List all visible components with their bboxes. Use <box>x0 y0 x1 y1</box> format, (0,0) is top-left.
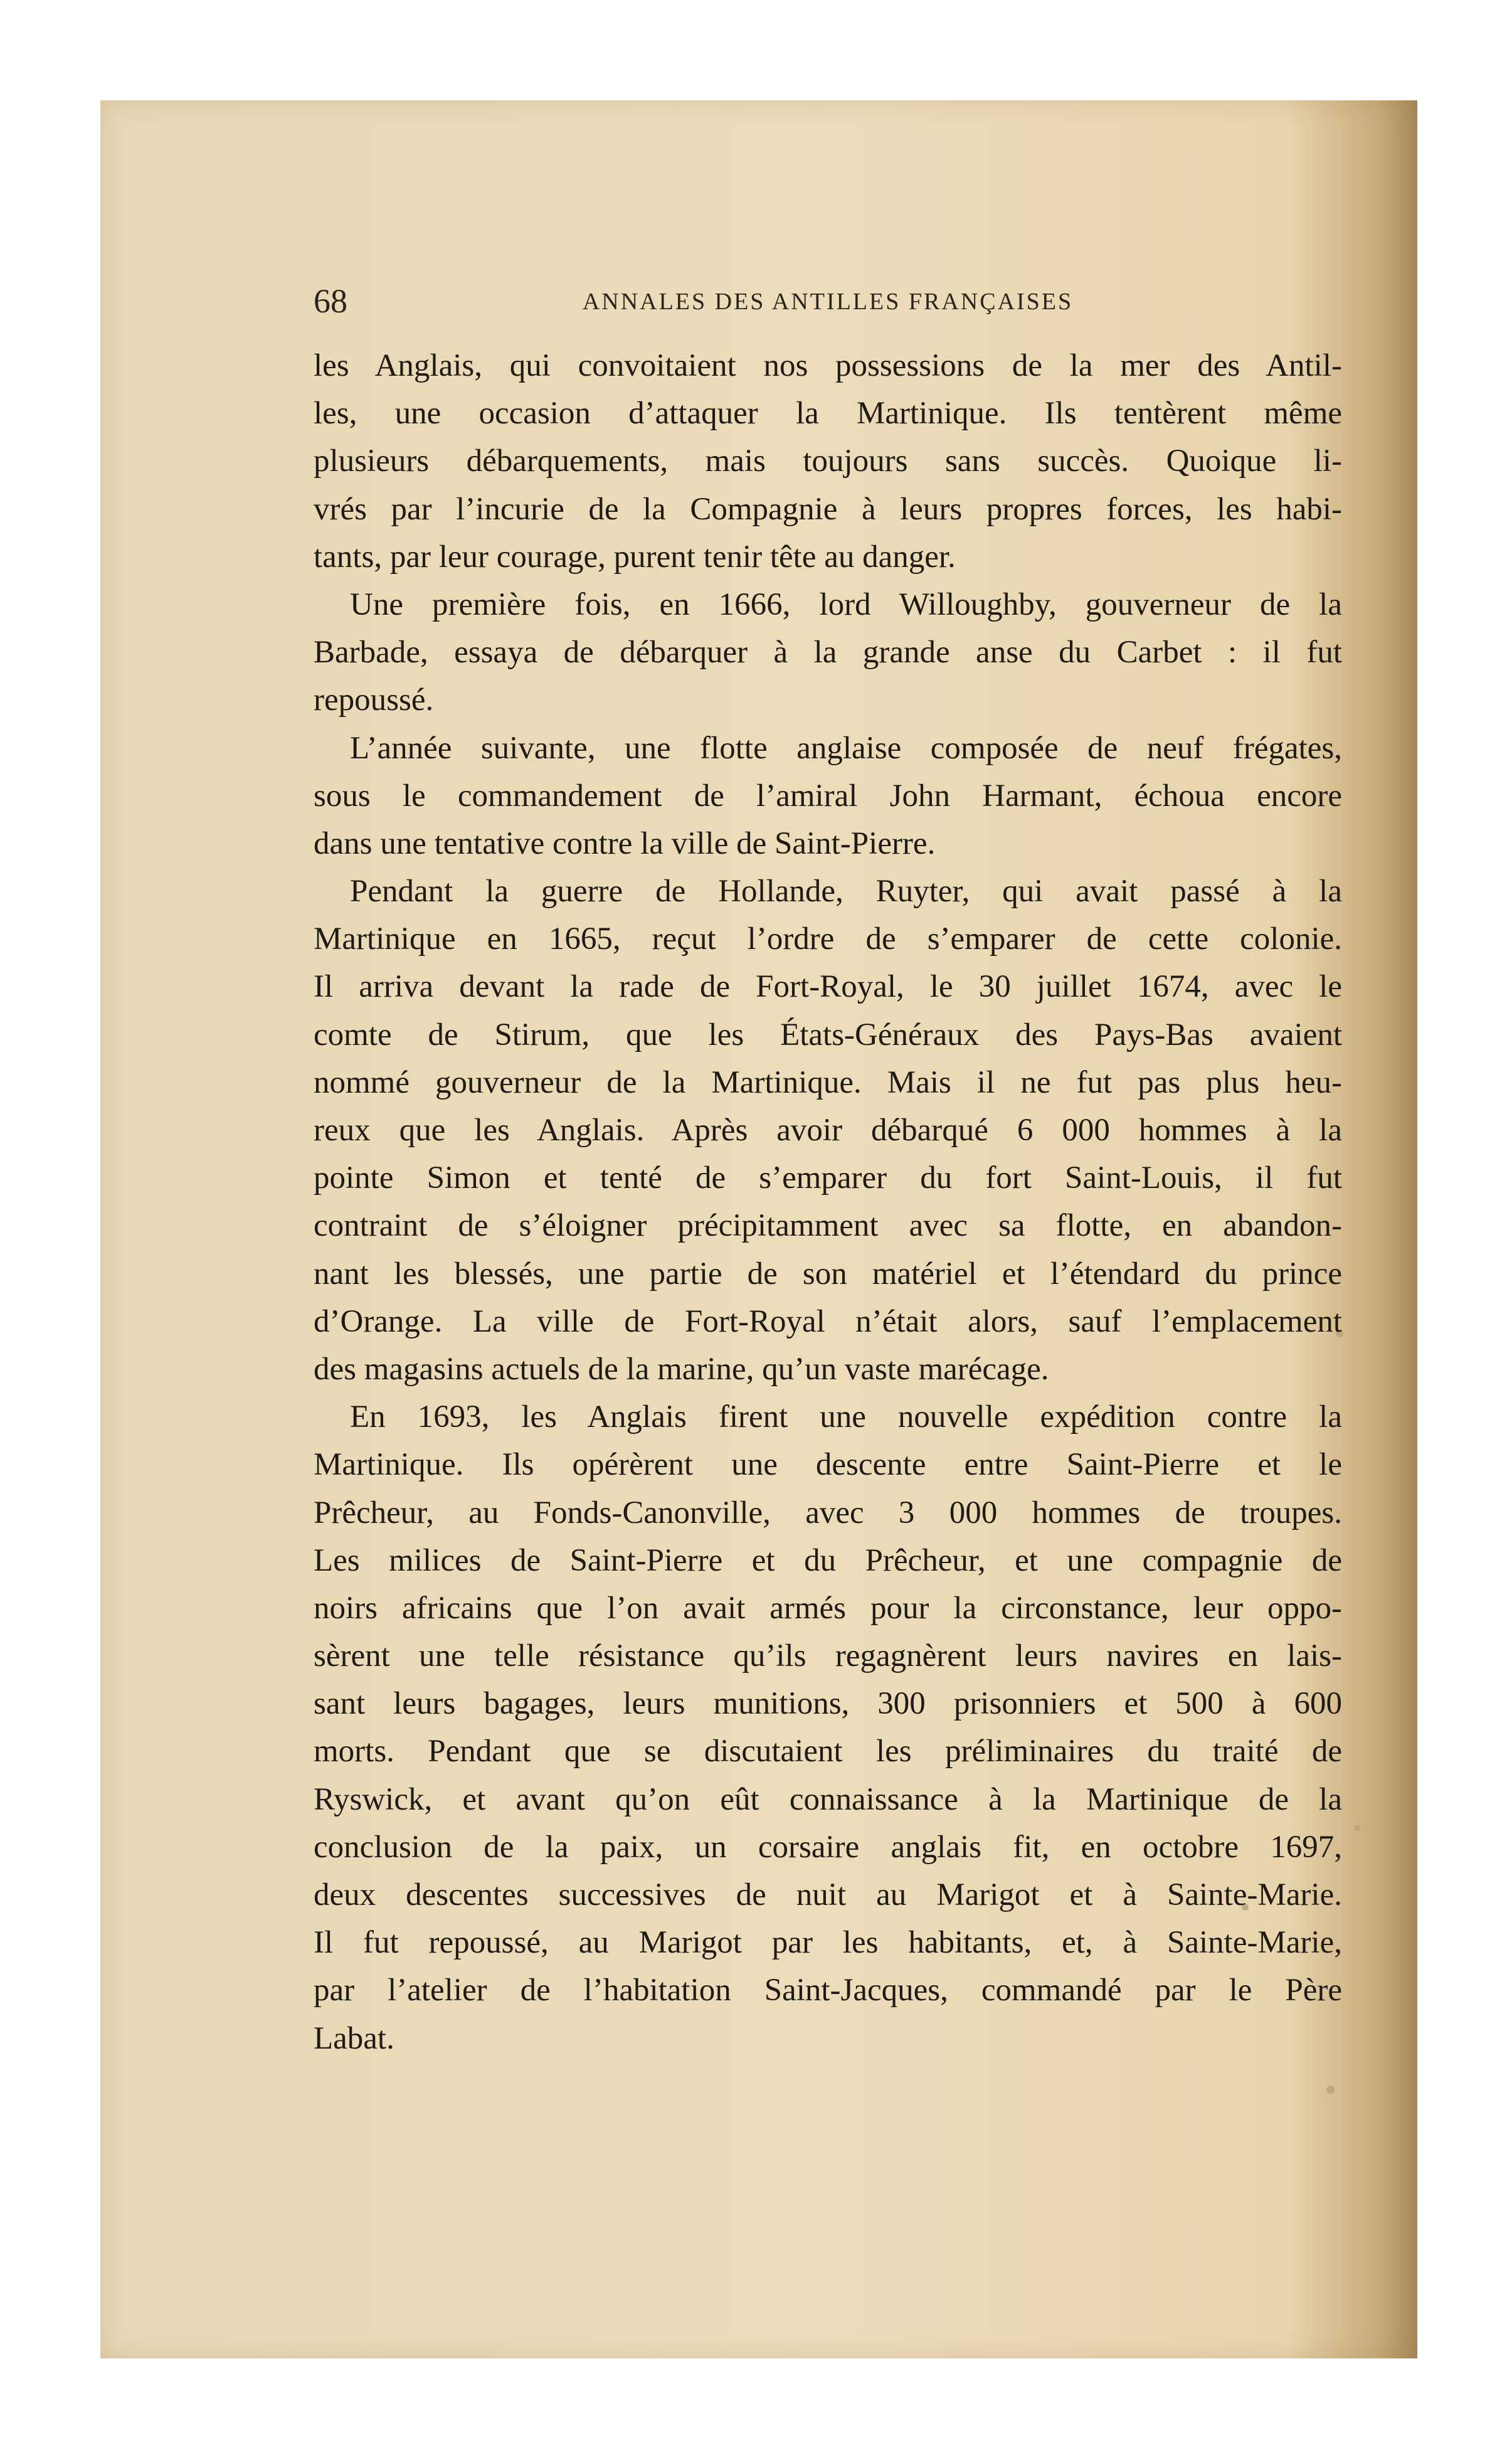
text-line: nant les blessés, une partie de son matériel et l’étendard du prince <box>314 1256 1342 1291</box>
text-line: les, une occasion d’attaquer la Martinique. Ils tentèrent même <box>314 396 1342 432</box>
text-line: sant leurs bagages, leurs munitions, 300 prisonniers et 500 à 600 <box>314 1686 1342 1722</box>
text-line: deux descentes successives de nuit au Marigot et à Sainte-Marie. <box>314 1877 1342 1912</box>
text-line: pointe Simon et tenté de s’emparer du fort Saint-Louis, il fut <box>314 1160 1342 1196</box>
text-line: vrés par l’incurie de la Compagnie à leurs propres forces, les habi- <box>314 491 1342 527</box>
text-line: L’année suivante, une flotte anglaise composée de neuf frégates, <box>350 730 1342 766</box>
text-line: sous le commandement de l’amiral John Harmant, échoua encore <box>314 778 1342 814</box>
text-line: En 1693, les Anglais firent une nouvelle expédition contre la <box>350 1399 1342 1435</box>
text-line: tants, par leur courage, purent tenir tête au danger. <box>314 539 956 575</box>
text-line: Il arriva devant la rade de Fort-Royal, le 30 juillet 1674, avec le <box>314 969 1342 1005</box>
text-line: Les milices de Saint-Pierre et du Prêcheur, et une compagnie de <box>314 1542 1342 1578</box>
text-line: Il fut repoussé, au Marigot par les habitants, et, à Sainte-Marie, <box>314 1925 1342 1961</box>
text-line: des magasins actuels de la marine, qu’un vaste marécage. <box>314 1351 1049 1387</box>
text-line: noirs africains que l’on avait armés pour la circonstance, leur oppo- <box>314 1590 1342 1626</box>
text-line: dans une tentative contre la ville de Saint-Pierre. <box>314 825 936 861</box>
page-number: 68 <box>314 282 347 320</box>
text-line: nommé gouverneur de la Martinique. Mais il ne fut pas plus heu- <box>314 1064 1342 1100</box>
text-line: Ryswick, et avant qu’on eût connaissance à la Martinique de la <box>314 1781 1342 1817</box>
text-line: Pendant la guerre de Hollande, Ruyter, qui avait passé à la <box>350 874 1342 909</box>
body-text <box>314 342 1342 2062</box>
text-line: Martinique en 1665, reçut l’ordre de s’emparer de cette colonie. <box>314 921 1342 957</box>
text-line: Martinique. Ils opérèrent une descente entre Saint-Pierre et le <box>314 1447 1342 1483</box>
text-line: Barbade, essaya de débarquer à la grande anse du Carbet : il fut <box>314 635 1342 671</box>
text-line: Labat. <box>314 2020 394 2056</box>
text-line: conclusion de la paix, un corsaire anglais fit, en octobre 1697, <box>314 1829 1342 1865</box>
running-title: ANNALES DES ANTILLES FRANÇAISES <box>582 289 1074 315</box>
page-header <box>314 279 1342 323</box>
text-line: comte de Stirum, que les États-Généraux des Pays-Bas avaient <box>314 1017 1342 1053</box>
text-line: d’Orange. La ville de Fort-Royal n’était alors, sauf l’emplacement <box>314 1303 1342 1339</box>
text-line: par l’atelier de l’habitation Saint-Jacques, commandé par le Père <box>314 1973 1342 2008</box>
text-line: Prêcheur, au Fonds-Canonville, avec 3 000 hommes de troupes. <box>314 1495 1342 1530</box>
text-line: plusieurs débarquements, mais toujours sans succès. Quoique li- <box>314 443 1342 479</box>
text-line: repoussé. <box>314 682 434 718</box>
paper-speck <box>1326 2086 1335 2094</box>
text-line: sèrent une telle résistance qu’ils regagnèrent leurs navires en lais- <box>314 1638 1342 1674</box>
text-line: morts. Pendant que se discutaient les préliminaires du traité de <box>314 1734 1342 1769</box>
paper-speck <box>1355 1825 1360 1831</box>
text-line: les Anglais, qui convoitaient nos possessions de la mer des Antil- <box>314 348 1342 383</box>
text-line: reux que les Anglais. Après avoir débarqué 6 000 hommes à la <box>314 1113 1342 1148</box>
text-line: contraint de s’éloigner précipitamment avec sa flotte, en abandon- <box>314 1208 1342 1244</box>
text-line: Une première fois, en 1666, lord Willoughby, gouverneur de la <box>350 586 1342 622</box>
